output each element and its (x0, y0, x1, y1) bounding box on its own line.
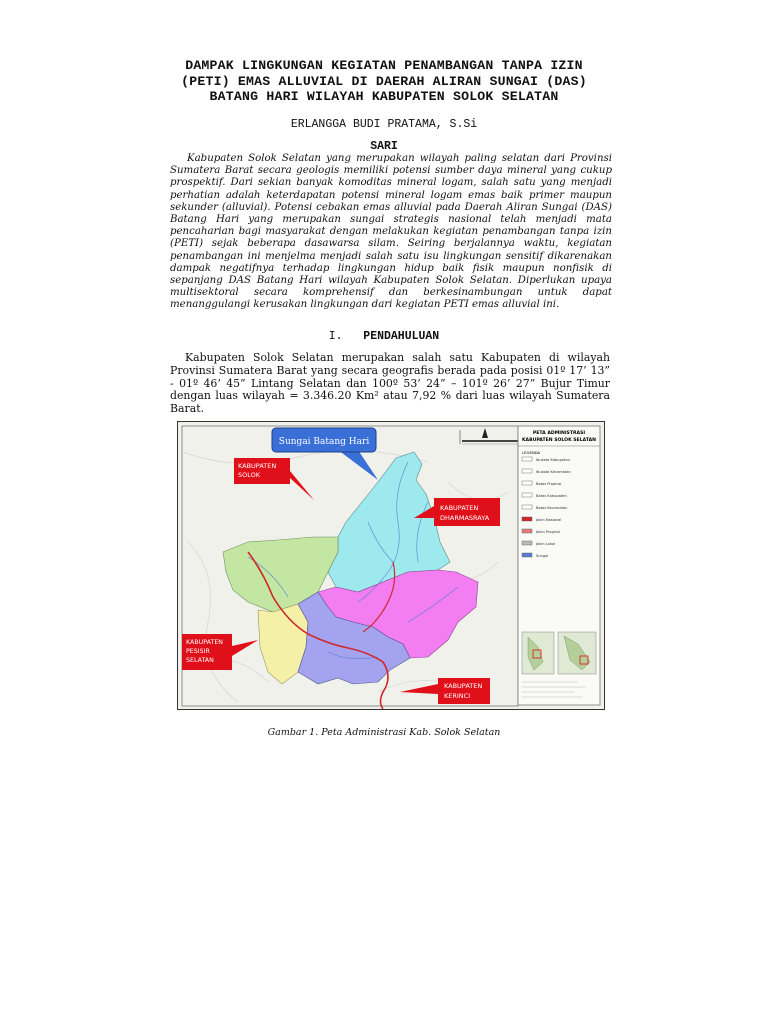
legend-label: Sungai (536, 554, 549, 558)
label-pesisir-line1: KABUPATEN (186, 639, 224, 646)
legend-swatch (522, 553, 532, 557)
author-name: ERLANGGA BUDI PRATAMA, S.Si (290, 118, 478, 131)
legend-label: Batas Kabupaten (536, 494, 567, 498)
map-title-line1: PETA ADMINISTRASI (532, 431, 586, 436)
legend-label: Batas Kecamatan (536, 506, 568, 510)
label-dharmasraya-line1: KABUPATEN (440, 504, 479, 512)
legend-label: Ibukota Kecamatan (536, 470, 571, 474)
legend-swatch (522, 517, 532, 521)
legend-label: Ibukota Kabupaten (536, 458, 570, 462)
legend-label: Batas Propinsi (536, 482, 562, 486)
paper-title (150, 58, 618, 105)
legend-heading: LEGENDA (522, 450, 541, 455)
legend-label: Jalan Propinsi (536, 530, 561, 534)
figure-caption: Gambar 1. Peta Administrasi Kab. Solok Selatan (267, 727, 501, 738)
legend-swatch (522, 505, 532, 509)
legend-swatch (522, 469, 532, 473)
abstract-heading: SARI (370, 140, 398, 153)
legend-label: Jalan Nasional (536, 518, 562, 522)
label-kerinci-line2: KERINCI (444, 692, 471, 700)
legend-swatch (522, 541, 532, 545)
legend-swatch (522, 481, 532, 485)
label-solok-line1: KABUPATEN (238, 462, 277, 470)
abstract-body (170, 153, 612, 312)
intro-paragraph (170, 352, 610, 416)
section-number: I. (328, 330, 343, 343)
label-solok-line2: SOLOK (238, 471, 261, 479)
title-line-1: DAMPAK LINGKUNGAN KEGIATAN PENAMBANGAN TANPA IZIN (185, 58, 583, 73)
section-title: PENDAHULUAN (363, 330, 440, 343)
label-pesisir-line2: PESISIR (186, 648, 210, 655)
legend-label: Jalan Lokal (536, 542, 556, 546)
legend-swatch (522, 457, 532, 461)
label-kerinci-line1: KABUPATEN (444, 682, 483, 690)
section-heading (0, 330, 768, 343)
title-line-3: BATANG HARI WILAYAH KABUPATEN SOLOK SELATAN (209, 89, 559, 104)
map-svg (178, 422, 604, 709)
callout-text: Sungai Batang Hari (278, 437, 370, 447)
abstract-text: Kabupaten Solok Selatan yang merupakan wilayah paling selatan dari Provinsi Sumatera Barat secara geologis memiliki potensi sumber daya mineral yang cukup prospektif. Dari sekian banyak komoditas mineral logam, salah satu yang menjadi perhatian adalah keterdapatan potensi mineral logam emas baik primer maupun sekunder (alluvial). Potensi cebakan emas alluvial pada Daerah Aliran Sungai (DAS) Batang Hari yang merupakan sungai strategis nasional telah menjadi mata pencaharian bagi masyarakat dengan melakukan kegiatan penambangan tanpa izin (PETI) sejak beberapa dasawarsa silam. Seiring berjalannya waktu, kegiatan penambangan ini menjelma menjadi salah satu isu lingkungan sensitif dikarenakan dampak negatifnya terhadap lingkungan hidup baik fisik maupun nonfisik di sepanjang DAS Batang Hari wilayah Kabupaten Solok Selatan. Diperlukan upaya multisektoral secara komprehensif dan berkesinambungan untuk dapat menanggulangi kerusakan lingkungan dari kegiatan PETI emas alluvial ini. (170, 153, 612, 311)
label-dharmasraya-line2: DHARMASRAYA (440, 514, 490, 522)
legend-swatch (522, 529, 532, 533)
map-figure (177, 421, 605, 710)
legend-swatch (522, 493, 532, 497)
map-title-line2: KABUPATEN SOLOK SELATAN (522, 438, 596, 443)
title-line-2: (PETI) EMAS ALLUVIAL DI DAERAH ALIRAN SUNGAI (DAS) (181, 73, 587, 89)
intro-text: Kabupaten Solok Selatan merupakan salah satu Kabupaten di wilayah Provinsi Sumatera Barat yang secara geografis berada pada posisi 01º 17’ 13” - 01º 46’ 45” Lintang Selatan dan 100º 53’ 24” – 101º 26’ 27” Bujur Timur dengan luas wilayah = 3.346.20 Km² atau 7,92 % dari luas wilayah Sumatera Barat. (170, 351, 610, 416)
label-pesisir-line3: SELATAN (186, 657, 214, 664)
